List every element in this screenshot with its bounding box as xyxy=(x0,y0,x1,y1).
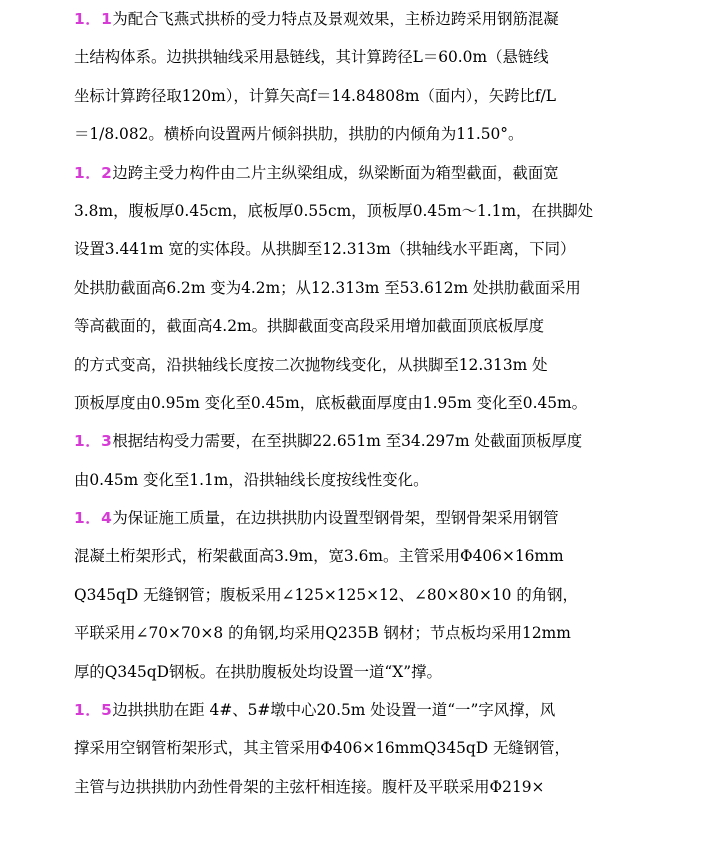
section-number: 1．5 xyxy=(74,701,113,720)
text-line: 处拱肋截面高6.2m 变为4.2m；从12.313m 至53.612m 处拱肋截面采用 xyxy=(74,278,581,297)
text-line: 3.8m，腹板厚0.45cm，底板厚0.55cm，顶板厚0.45m～1.1m，在拱脚处 xyxy=(74,201,593,220)
text-line xyxy=(74,422,714,460)
section-text: 为保证施工质量，在边拱拱肋内设置型钢骨架，型钢骨架采用钢管 xyxy=(112,509,559,528)
text-line xyxy=(74,154,714,192)
text-line: 设置3.441m 宽的实体段。从拱脚至12.313m（拱轴线水平距离，下同） xyxy=(74,240,576,259)
text-line: 的方式变高，沿拱轴线长度按二次抛物线变化，从拱脚至12.313m 处 xyxy=(74,355,548,374)
text-line xyxy=(74,499,714,537)
section-number: 1．4 xyxy=(74,509,113,528)
text-line: 顶板厚度由0.95m 变化至0.45m，底板截面厚度由1.95m 变化至0.45m。 xyxy=(74,393,588,412)
section-text: 边拱拱肋在距 4#、5#墩中心20.5m 处设置一道“一”字风撑，风 xyxy=(112,701,556,720)
document-body xyxy=(74,0,714,806)
text-line: 混凝土桁架形式，桁架截面高3.9m，宽3.6m。主管采用Φ406×16mm xyxy=(74,547,564,566)
text-line: ＝1/8.082。横桥向设置两片倾斜拱肋，拱肋的内倾角为11.50°。 xyxy=(74,125,524,144)
text-line: 由0.45m 变化至1.1m，沿拱轴线长度按线性变化。 xyxy=(74,470,429,489)
text-line xyxy=(74,691,714,729)
text-line: 主管与边拱拱肋内劲性骨架的主弦杆相连接。腹杆及平联采用Φ219× xyxy=(74,777,545,796)
section-number: 1．2 xyxy=(74,163,113,182)
section-text: 为配合飞燕式拱桥的受力特点及景观效果，主桥边跨采用钢筋混凝 xyxy=(112,10,559,28)
text-line xyxy=(74,0,714,38)
text-line: Q345qD 无缝钢管；腹板采用∠125×125×12、∠80×80×10 的角钢， xyxy=(74,585,578,604)
text-line: 坐标计算跨径取120m），计算矢高f＝14.84808m（面内），矢跨比f/L xyxy=(74,86,556,105)
text-line: 平联采用∠70×70×8 的角钢,均采用Q235B 钢材；节点板均采用12mm xyxy=(74,624,571,643)
section-text: 边跨主受力构件由二片主纵梁组成，纵梁断面为箱型截面，截面宽 xyxy=(112,163,559,182)
text-line: 等高截面的，截面高4.2m。拱脚截面变高段采用增加截面顶底板厚度 xyxy=(74,317,545,336)
section-text: 根据结构受力需要，在至拱脚22.651m 至34.297m 处截面顶板厚度 xyxy=(112,432,583,451)
text-line: 撑采用空钢管桁架形式，其主管采用Φ406×16mmQ345qD 无缝钢管， xyxy=(74,739,570,758)
section-number: 1．3 xyxy=(74,432,113,451)
text-line: 土结构体系。边拱拱轴线采用悬链线，其计算跨径L＝60.0m（悬链线 xyxy=(74,48,549,67)
text-line: 厚的Q345qD钢板。在拱肋腹板处均设置一道“X”撑。 xyxy=(74,662,442,681)
section-number: 1．1 xyxy=(74,10,113,28)
